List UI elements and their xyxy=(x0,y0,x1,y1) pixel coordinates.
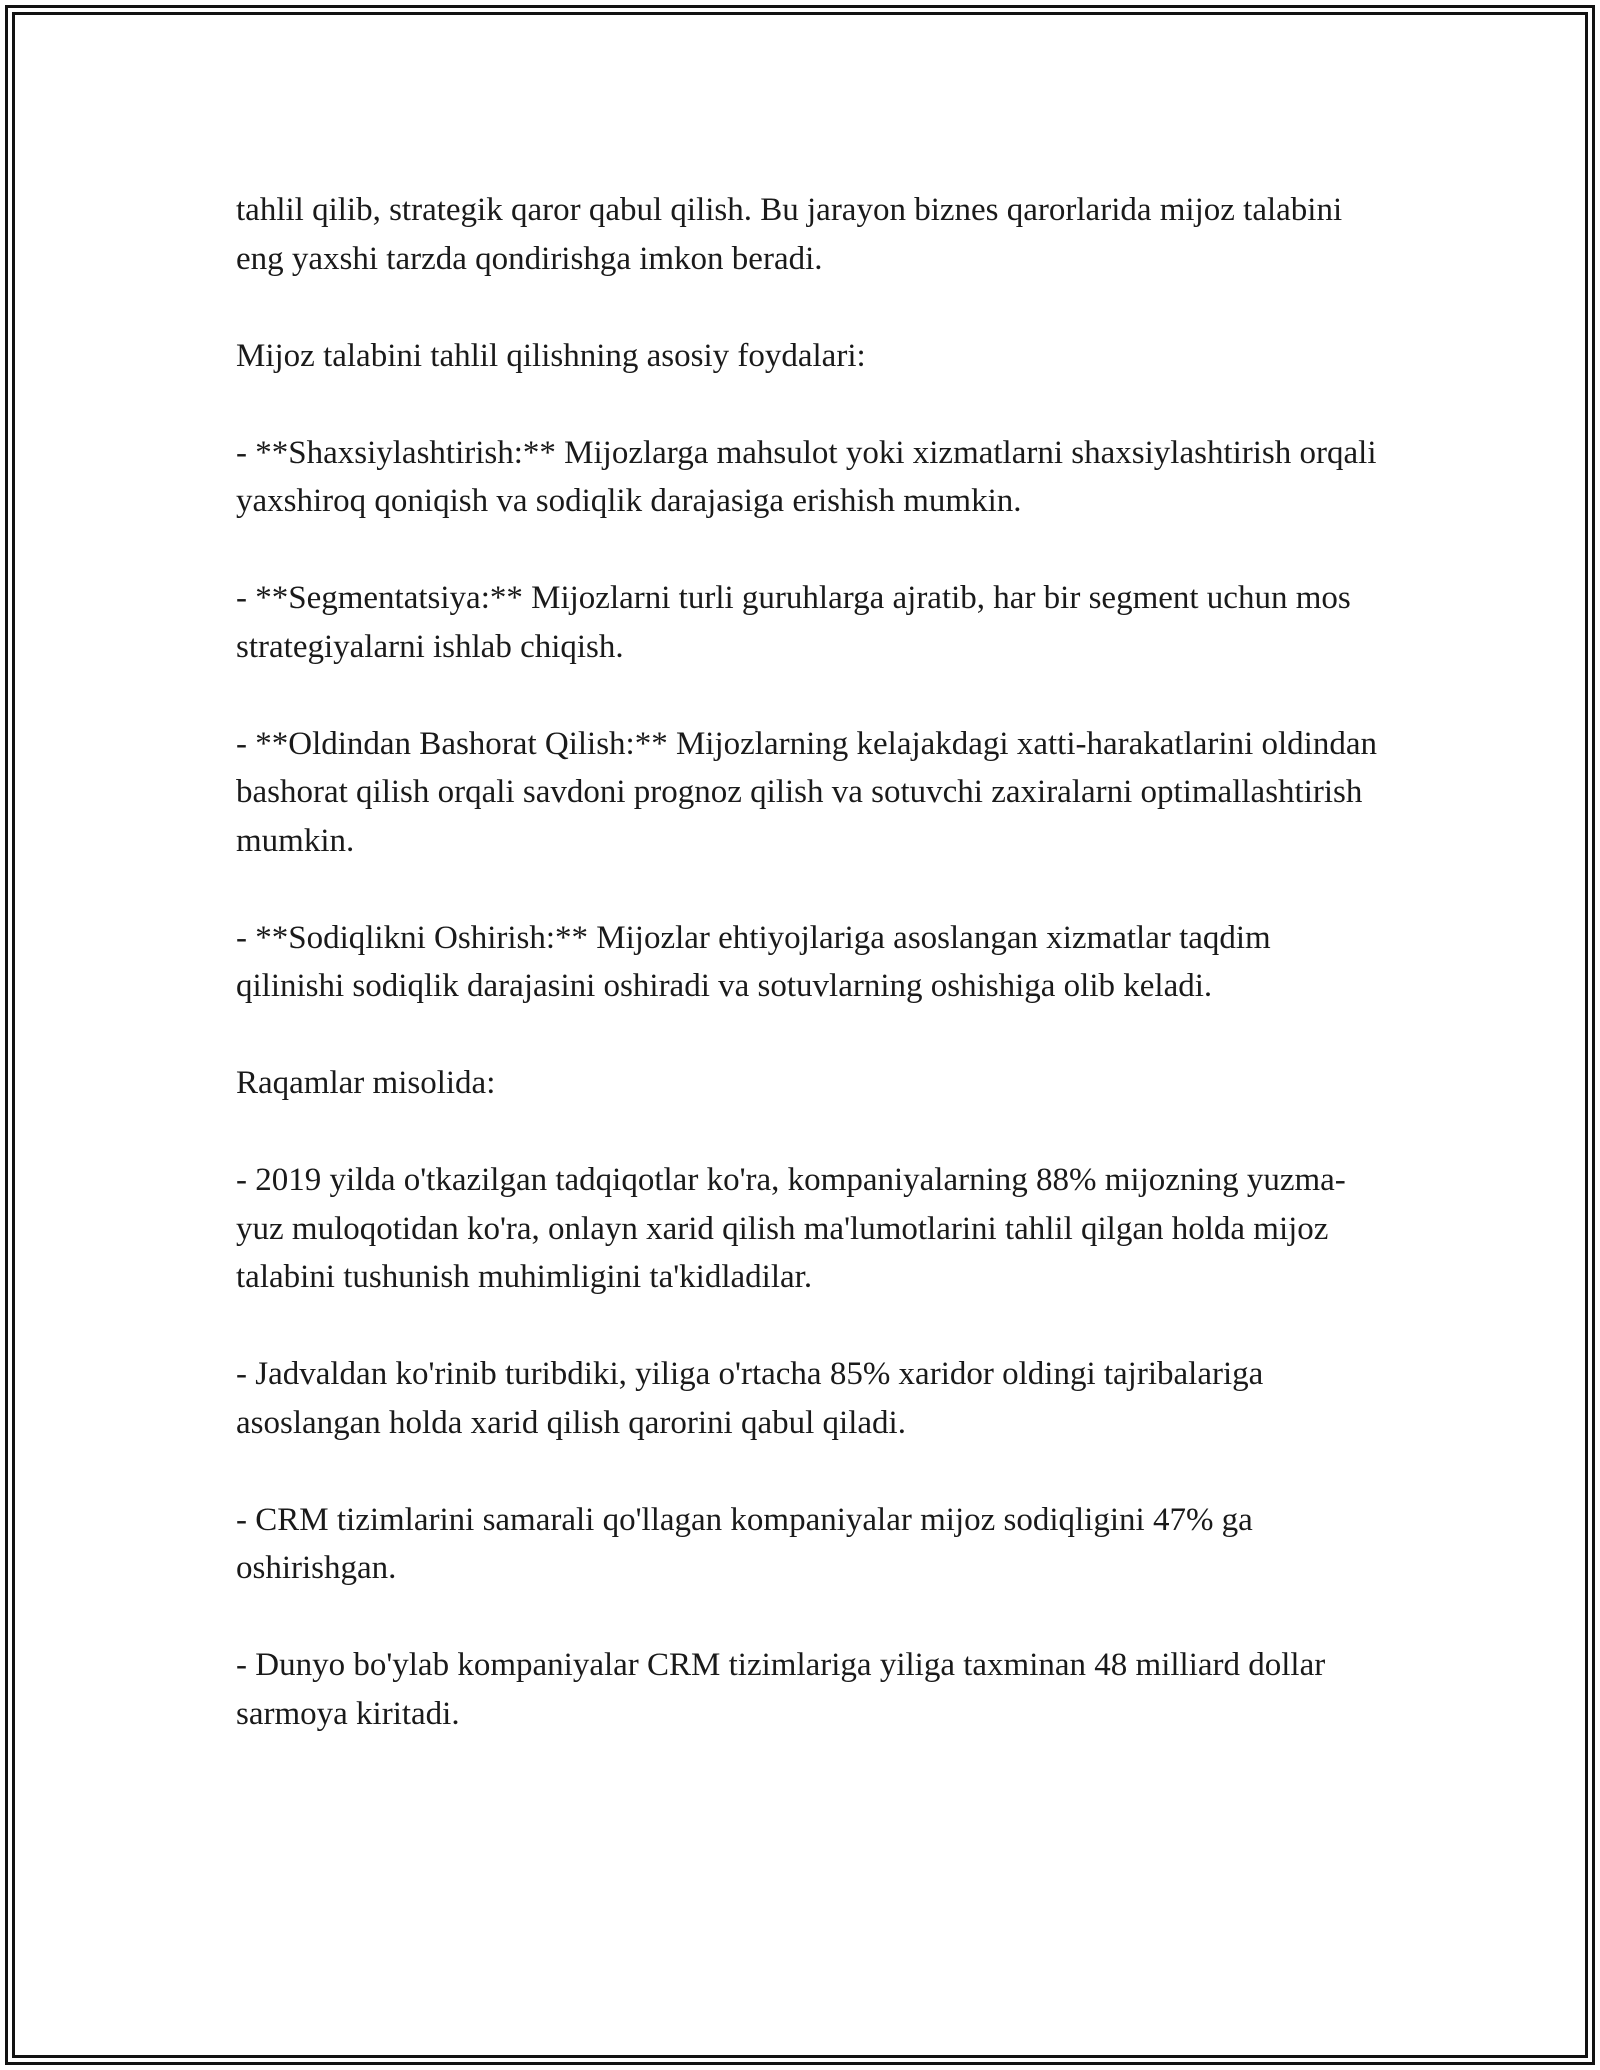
list-item-personalization: - **Shaxsiylashtirish:** Mijozlarga mahsulot yoki xizmatlarni shaxsiylashtirish orqali yaxshiroq qoniqish va sodiqlik darajasiga erishish mumkin. xyxy=(236,434,1377,519)
list-item-stat-85: - Jadvaldan ko'rinib turibdiki, yiliga o'rtacha 85% xaridor oldingi tajribalariga asoslangan holda xarid qilish qarorini qabul qiladi. xyxy=(236,1356,1264,1441)
paragraph-benefits-heading: Mijoz talabini tahlil qilishning asosiy foydalari: xyxy=(236,337,866,374)
paragraph-intro: tahlil qilib, strategik qaror qabul qilish. Bu jarayon biznes qarorlarida mijoz talabini eng yaxshi tarzda qondirishga imkon beradi. xyxy=(236,192,1343,277)
list-item-stat-2019: - 2019 yilda o'tkazilgan tadqiqotlar ko'ra, kompaniyalarning 88% mijozning yuzma-yuz muloqotidan ko'ra, onlayn xarid qilish ma'lumotlarini tahlil qilgan holda mijoz talabini tushunish muhimligini ta'kidladilar. xyxy=(236,1162,1346,1295)
document-body xyxy=(236,186,1386,1787)
list-item-loyalty: - **Sodiqlikni Oshirish:** Mijozlar ehtiyojlariga asoslangan xizmatlar taqdim qilinishi sodiqlik darajasini oshiradi va sotuvlarning oshishiga olib keladi. xyxy=(236,919,1271,1004)
list-item-stat-crm-47: - CRM tizimlarini samarali qo'llagan kompaniyalar mijoz sodiqligini 47% ga oshirishgan. xyxy=(236,1501,1253,1586)
list-item-prediction: - **Oldindan Bashorat Qilish:** Mijozlarning kelajakdagi xatti-harakatlarini oldindan bashorat qilish orqali savdoni prognoz qilish va sotuvchi zaxiralarni optimallashtirish mumkin. xyxy=(236,725,1377,859)
list-item-segmentation: - **Segmentatsiya:** Mijozlarni turli guruhlarga ajratib, har bir segment uchun mos strategiyalarni ishlab chiqish. xyxy=(236,580,1351,665)
paragraph-numbers-heading: Raqamlar misolida: xyxy=(236,1065,496,1101)
list-item-stat-48-billion: - Dunyo bo'ylab kompaniyalar CRM tizimlariga yiliga taxminan 48 milliard dollar sarmoya kiritadi. xyxy=(236,1647,1326,1732)
